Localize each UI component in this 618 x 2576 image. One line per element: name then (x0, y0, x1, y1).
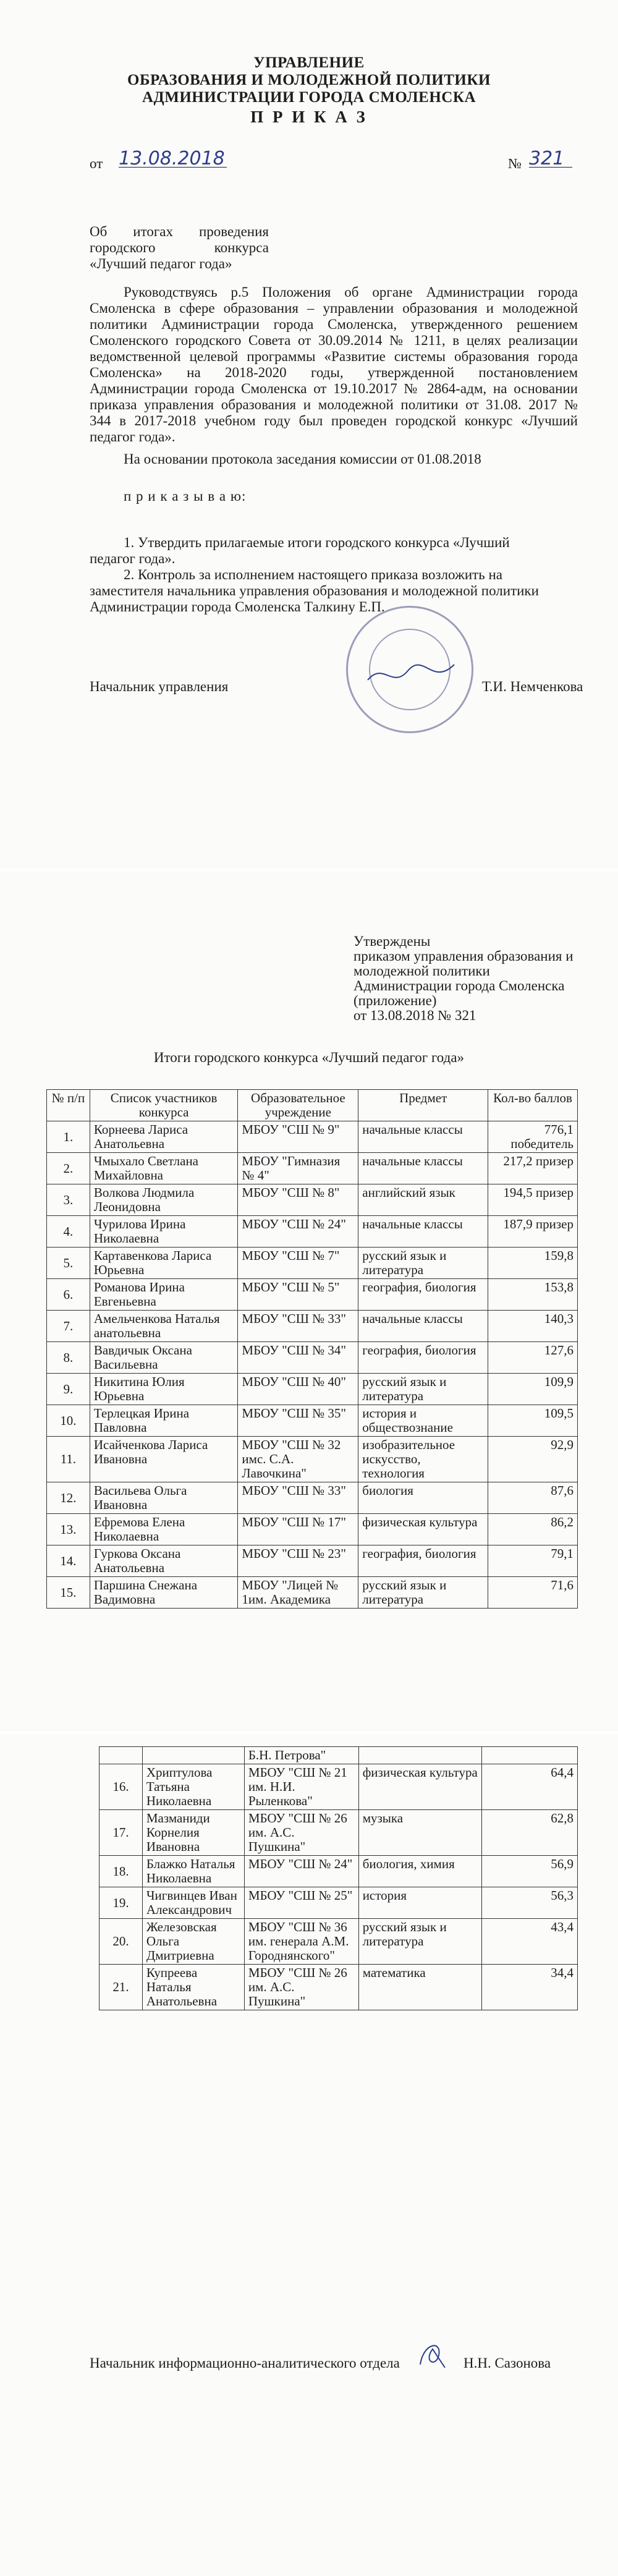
table-header-row (47, 1090, 578, 1121)
row-number: 20. (99, 1919, 143, 1965)
approval-line: Администрации города Смоленска (353, 978, 565, 993)
row-number: 11. (47, 1437, 90, 1482)
participant-name: Вавдичык Оксана Васильевна (90, 1342, 238, 1374)
signature-title: Начальник информационно-аналитического отдела (90, 2355, 400, 2371)
row-number: 18. (99, 1856, 143, 1887)
body-line: приказа управления образования и молодежной политики от 31.08. 2017 № (90, 397, 578, 412)
row-number: 13. (47, 1514, 90, 1545)
page-3-results-continued (0, 1734, 618, 2576)
school-name: МБОУ "СШ № 8" (238, 1184, 358, 1216)
table-row (99, 1747, 578, 1764)
score-value: 109,5 (488, 1405, 578, 1437)
subject-name: история (358, 1887, 482, 1919)
page-2-results-table (0, 872, 618, 1731)
results-table-continued (99, 1746, 578, 2010)
table-row (47, 1153, 578, 1184)
approval-line: Утверждены (353, 933, 431, 949)
school-name: МБОУ "СШ № 5" (238, 1279, 358, 1311)
subject-name: английский язык (358, 1184, 488, 1216)
participant-name: Ефремова Елена Николаевна (90, 1514, 238, 1545)
body-line: Смоленска в сфере образования – управлении образования и молодежной (90, 300, 578, 316)
signature-scribble-icon (414, 2337, 451, 2374)
school-name: МБОУ "СШ № 33" (238, 1311, 358, 1342)
table-row (47, 1374, 578, 1405)
body-line: Смоленского городского Совета от 30.09.2014 № 1211, в целях реализации (90, 333, 578, 348)
table-row (47, 1279, 578, 1311)
body-line: 344 в 2017-2018 учебном году был проведен городской конкурс «Лучший (90, 413, 578, 428)
order-item: 2. Контроль за исполнением настоящего приказа возложить на (124, 567, 502, 582)
subject-name: география, биология (358, 1545, 488, 1577)
score-value: 194,5 призер (488, 1184, 578, 1216)
page-1-order (0, 0, 618, 869)
subject-name: начальные классы (358, 1311, 488, 1342)
row-number: 9. (47, 1374, 90, 1405)
score-value: 217,2 призер (488, 1153, 578, 1184)
score-value: 87,6 (488, 1482, 578, 1514)
subject-line: «Лучший педагог года» (90, 256, 232, 271)
participant-name: Гуркова Оксана Анатольевна (90, 1545, 238, 1577)
subject-name: начальные классы (358, 1153, 488, 1184)
school-name: МБОУ "СШ № 32 имс. С.А. Лавочкина" (238, 1437, 358, 1482)
school-name: МБОУ "СШ № 35" (238, 1405, 358, 1437)
participant-name: Амельченкова Наталья анатольевна (90, 1311, 238, 1342)
continuation-cell: Б.Н. Петрова" (244, 1747, 358, 1764)
participant-name: Романова Ирина Евгеньевна (90, 1279, 238, 1311)
school-name: МБОУ "СШ № 17" (238, 1514, 358, 1545)
table-row (47, 1121, 578, 1153)
school-name: МБОУ "СШ № 40" (238, 1374, 358, 1405)
row-number: 19. (99, 1887, 143, 1919)
school-name: МБОУ "СШ № 36 им. генерала А.М. Городнянского" (244, 1919, 358, 1965)
subject-name: русский язык и литература (358, 1919, 482, 1965)
participant-name: Чигвинцев Иван Александрович (142, 1887, 244, 1919)
subject-name: начальные классы (358, 1121, 488, 1153)
participant-name: Волкова Людмила Леонидовна (90, 1184, 238, 1216)
score-value: 92,9 (488, 1437, 578, 1482)
score-value: 62,8 (482, 1810, 578, 1856)
subject-line: Об итогах проведения (90, 224, 269, 239)
participant-name: Железовская Ольга Дмитриевна (142, 1919, 244, 1965)
subject-line: городского конкурса (90, 240, 269, 255)
school-name: МБОУ "СШ № 34" (238, 1342, 358, 1374)
subject-name: биология (358, 1482, 488, 1514)
score-value: 43,4 (482, 1919, 578, 1965)
body-line: политики Администрации города Смоленска, утвержденного решением (90, 317, 578, 332)
order-word: п р и к а з ы в а ю: (124, 488, 247, 504)
subject-name: география, биология (358, 1342, 488, 1374)
score-value: 127,6 (488, 1342, 578, 1374)
subject-name: математика (358, 1965, 482, 2010)
participant-name: Исайченкова Лариса Ивановна (90, 1437, 238, 1482)
table-row (99, 1887, 578, 1919)
column-header: Образовательное учреждение (238, 1090, 358, 1121)
row-number: 3. (47, 1184, 90, 1216)
column-header: Предмет (358, 1090, 488, 1121)
row-number: 16. (99, 1764, 143, 1810)
body-line: Руководствуясь р.5 Положения об органе Администрации города (124, 284, 578, 300)
table-row (47, 1216, 578, 1248)
school-name: МБОУ "СШ № 9" (238, 1121, 358, 1153)
participant-name: Паршина Снежана Вадимовна (90, 1577, 238, 1609)
approval-line: (приложение) (353, 993, 437, 1008)
order-date: 13.08.2018 (119, 151, 227, 168)
table-row (99, 1764, 578, 1810)
body-line: Смоленска» на 2018-2020 годы, утвержденной постановлением (90, 365, 578, 380)
table-row (47, 1514, 578, 1545)
participant-name: Чурилова Ирина Николаевна (90, 1216, 238, 1248)
school-name: МБОУ "СШ № 25" (244, 1887, 358, 1919)
school-name: МБОУ "СШ № 23" (238, 1545, 358, 1577)
score-value: 79,1 (488, 1545, 578, 1577)
order-item: Администрации города Смоленска Талкину Е.П. (90, 599, 385, 614)
row-number: 5. (47, 1248, 90, 1279)
row-number: 4. (47, 1216, 90, 1248)
school-name: МБОУ "Лицей № 1им. Академика (238, 1577, 358, 1609)
table-row (47, 1545, 578, 1577)
participant-name: Хриптулова Татьяна Николаевна (142, 1764, 244, 1810)
signature-title: Начальник управления (90, 679, 229, 694)
score-value: 56,9 (482, 1856, 578, 1887)
participant-name: Васильева Ольга Ивановна (90, 1482, 238, 1514)
subject-name: история и обществознание (358, 1405, 488, 1437)
number-prefix: № (508, 156, 522, 171)
table-row (99, 1856, 578, 1887)
row-number: 17. (99, 1810, 143, 1856)
subject-name: изобразительное искусство, технология (358, 1437, 488, 1482)
body-line: Администрации города Смоленска от 19.10.2017 № 2864-адм, на основании (90, 381, 578, 396)
school-name: МБОУ "СШ № 26 им. А.С. Пушкина" (244, 1810, 358, 1856)
subject-name: начальные классы (358, 1216, 488, 1248)
column-header: Кол-во баллов (488, 1090, 578, 1121)
participant-name: Блажко Наталья Николаевна (142, 1856, 244, 1887)
signature-name: Н.Н. Сазонова (464, 2355, 551, 2371)
participant-name: Картавенкова Лариса Юрьевна (90, 1248, 238, 1279)
header-line: АДМИНИСТРАЦИИ ГОРОДА СМОЛЕНСКА (142, 89, 476, 106)
school-name: МБОУ "СШ № 21 им. Н.И. Рыленкова" (244, 1764, 358, 1810)
subject-name: русский язык и литература (358, 1577, 488, 1609)
body-line: ведомственной целевой программы «Развитие системы образования города (90, 349, 578, 364)
participant-name: Терлецкая Ирина Павловна (90, 1405, 238, 1437)
row-number: 12. (47, 1482, 90, 1514)
table-row (47, 1184, 578, 1216)
table-row (47, 1405, 578, 1437)
document-type-title: П Р И К А З (250, 108, 368, 126)
row-number: 21. (99, 1965, 143, 2010)
subject-name: русский язык и литература (358, 1248, 488, 1279)
row-number: 14. (47, 1545, 90, 1577)
score-value: 159,8 (488, 1248, 578, 1279)
score-value: 56,3 (482, 1887, 578, 1919)
subject-name: физическая культура (358, 1514, 488, 1545)
row-number: 10. (47, 1405, 90, 1437)
score-value: 86,2 (488, 1514, 578, 1545)
subject-name: физическая культура (358, 1764, 482, 1810)
table-row (47, 1342, 578, 1374)
school-name: МБОУ "СШ № 24" (244, 1856, 358, 1887)
signature-name: Т.И. Немченкова (482, 679, 583, 694)
order-item: педагог года». (90, 551, 176, 566)
body-line: На основании протокола заседания комиссии от 01.08.2018 (124, 451, 481, 467)
order-item: заместителя начальника управления образования и молодежной политики (90, 583, 539, 598)
subject-name: музыка (358, 1810, 482, 1856)
score-value: 71,6 (488, 1577, 578, 1609)
score-value: 153,8 (488, 1279, 578, 1311)
score-value: 34,4 (482, 1965, 578, 2010)
table-row (99, 1810, 578, 1856)
header-line: УПРАВЛЕНИЕ (253, 54, 365, 71)
column-header: Список участников конкурса (90, 1090, 238, 1121)
row-number: 6. (47, 1279, 90, 1311)
table-row (99, 1919, 578, 1965)
table-title: Итоги городского конкурса «Лучший педагог года» (153, 1050, 465, 1065)
subject-name: биология, химия (358, 1856, 482, 1887)
date-prefix: от (90, 156, 103, 171)
score-value: 140,3 (488, 1311, 578, 1342)
body-line: педагог года». (90, 429, 176, 444)
participant-name: Купреева Наталья Анатольевна (142, 1965, 244, 2010)
approval-line: от 13.08.2018 № 321 (353, 1008, 476, 1023)
table-row (99, 1965, 578, 2010)
signature-scribble-icon (365, 655, 457, 692)
row-number: 15. (47, 1577, 90, 1609)
row-number: 7. (47, 1311, 90, 1342)
approval-line: молодежной политики (353, 963, 490, 979)
participant-name: Мазманиди Корнелия Ивановна (142, 1810, 244, 1856)
school-name: МБОУ "СШ № 24" (238, 1216, 358, 1248)
table-row (47, 1437, 578, 1482)
score-value: 187,9 призер (488, 1216, 578, 1248)
participant-name: Чмыхало Светлана Михайловна (90, 1153, 238, 1184)
school-name: МБОУ "СШ № 26 им. А.С. Пушкина" (244, 1965, 358, 2010)
table-row (47, 1248, 578, 1279)
column-header: № п/п (47, 1090, 90, 1121)
score-value: 109,9 (488, 1374, 578, 1405)
participant-name: Никитина Юлия Юрьевна (90, 1374, 238, 1405)
subject-name: русский язык и литература (358, 1374, 488, 1405)
subject-name: география, биология (358, 1279, 488, 1311)
school-name: МБОУ "СШ № 33" (238, 1482, 358, 1514)
order-item: 1. Утвердить прилагаемые итоги городского конкурса «Лучший (124, 535, 510, 550)
table-row (47, 1311, 578, 1342)
header-line: ОБРАЗОВАНИЯ И МОЛОДЕЖНОЙ ПОЛИТИКИ (127, 72, 491, 88)
school-name: МБОУ "Гимназия № 4" (238, 1153, 358, 1184)
participant-name: Корнеева Лариса Анатольевна (90, 1121, 238, 1153)
school-name: МБОУ "СШ № 7" (238, 1248, 358, 1279)
order-number: 321 (529, 151, 572, 168)
results-table (46, 1089, 578, 1609)
approval-line: приказом управления образования и (353, 948, 574, 964)
table-row (47, 1577, 578, 1609)
row-number: 1. (47, 1121, 90, 1153)
row-number: 8. (47, 1342, 90, 1374)
score-value: 776,1 победитель (488, 1121, 578, 1153)
row-number: 2. (47, 1153, 90, 1184)
table-row (47, 1482, 578, 1514)
score-value: 64,4 (482, 1764, 578, 1810)
